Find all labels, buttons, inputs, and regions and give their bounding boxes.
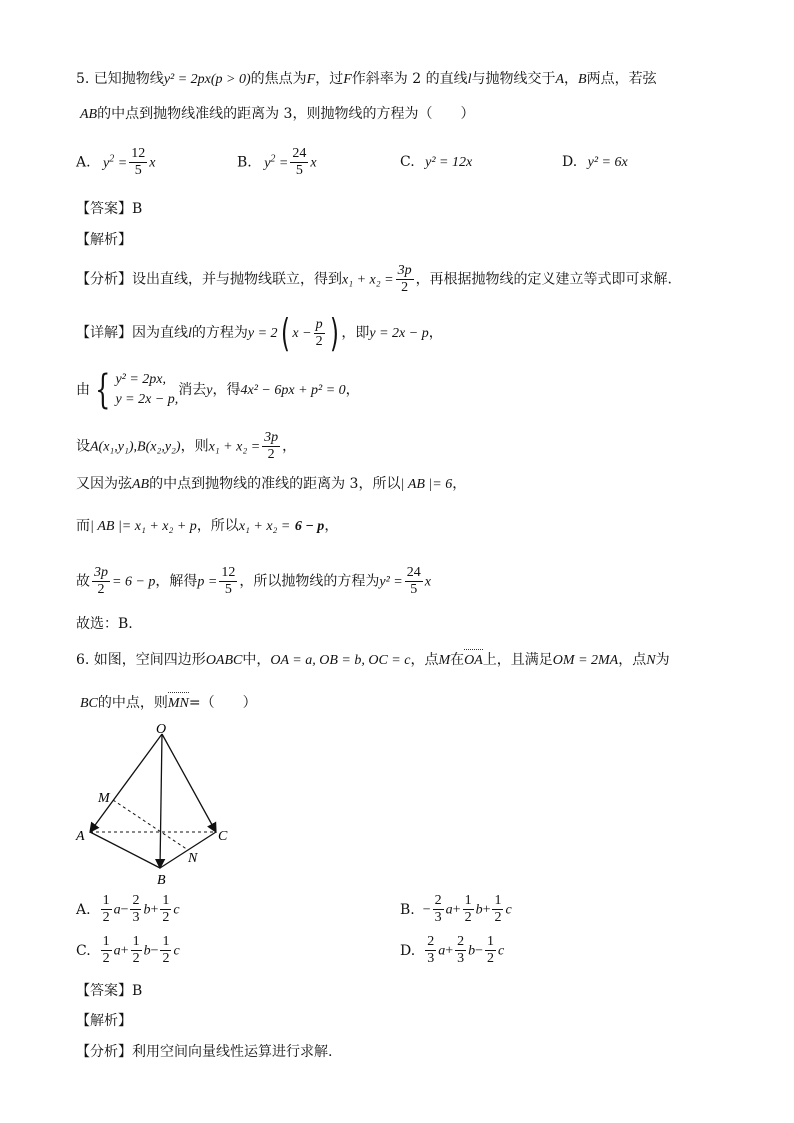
option-label: B. bbox=[237, 154, 252, 171]
detail-label: 【详解】 bbox=[76, 325, 132, 341]
option-label: A. bbox=[76, 154, 91, 171]
answer-value: B bbox=[132, 201, 143, 217]
fraction bbox=[129, 146, 147, 179]
tetrahedron-figure bbox=[70, 722, 240, 887]
fraction-den: 5 bbox=[295, 163, 303, 178]
fraction-num: 2 bbox=[427, 934, 435, 949]
q5-and bbox=[76, 516, 338, 537]
set-sum: x₁ + x₂ = bbox=[208, 439, 261, 455]
q5-stem-text: 作斜率为 2 的直线 bbox=[351, 71, 468, 87]
fraction-den: 2 bbox=[97, 582, 105, 597]
vector-symbol: a bbox=[113, 943, 121, 959]
fraction bbox=[492, 893, 503, 926]
q6-stem-text: ，点 bbox=[410, 652, 439, 668]
set-text: ，则 bbox=[180, 438, 209, 455]
q6-stem-line1 bbox=[76, 650, 670, 671]
option-label: D. bbox=[562, 154, 578, 170]
paren-right: ) bbox=[329, 311, 339, 355]
fraction-num: 24 bbox=[292, 146, 307, 161]
fraction bbox=[131, 934, 142, 967]
q6-answer bbox=[76, 981, 142, 1001]
and-text: ，所以 bbox=[196, 518, 239, 534]
and-end: ， bbox=[324, 518, 339, 534]
answer-value: B bbox=[132, 983, 143, 999]
term-sign: − bbox=[475, 943, 483, 959]
also-ab: AB bbox=[132, 477, 150, 492]
option-label: C. bbox=[76, 942, 91, 959]
q6-oa: OA bbox=[464, 651, 483, 671]
sys-eq2: y = 2x − p, bbox=[115, 392, 179, 407]
option-label: A. bbox=[76, 901, 91, 918]
q6-stem-text: 的中点，则 bbox=[97, 695, 168, 711]
q6-point-n: N bbox=[646, 653, 656, 668]
also-text: 又因为弦 bbox=[76, 476, 132, 492]
q6-point-m: M bbox=[438, 653, 451, 668]
q5-stem-text: ，过 bbox=[315, 71, 344, 87]
detail-text: ， bbox=[428, 325, 443, 341]
fraction-num: 1 bbox=[162, 934, 170, 949]
q5-option-c bbox=[400, 152, 472, 173]
detail-text: 的方程为 bbox=[191, 325, 248, 341]
detail-eq2: y = 2x − p bbox=[369, 326, 429, 341]
vector-symbol: a bbox=[438, 943, 446, 959]
q6-analysis-title: 【解析】 bbox=[76, 1013, 132, 1029]
edge-ob bbox=[160, 734, 162, 868]
q5-also bbox=[76, 474, 466, 495]
fraction bbox=[463, 893, 474, 926]
q5-stem-text: 两点，若弦 bbox=[586, 71, 657, 87]
so-p: p = bbox=[197, 574, 218, 590]
fenxi-text: ，再根据抛物线的定义建立等式即可求解. bbox=[415, 271, 673, 288]
q6-stem-text: ，点 bbox=[618, 652, 647, 668]
so-text: ，所以抛物线的方程为 bbox=[239, 573, 380, 590]
q6-option-d bbox=[400, 934, 504, 967]
fraction-num: 1 bbox=[162, 893, 170, 908]
q5-analysis-title: 【解析】 bbox=[76, 232, 132, 248]
fraction bbox=[219, 565, 237, 598]
segment-mn-dashed bbox=[113, 800, 188, 850]
q5-parabola-equation: y² = 2px(p > 0) bbox=[163, 72, 251, 87]
q5-focus-label: F bbox=[306, 72, 316, 87]
q5-focus-label: F bbox=[343, 72, 352, 87]
option-label: D. bbox=[400, 942, 416, 959]
also-eq: | AB |= 6 bbox=[400, 477, 453, 492]
edge-ab bbox=[90, 832, 160, 868]
q5-stem-text: 5. 已知抛物线 bbox=[76, 71, 164, 87]
q6-stem-text: 中， bbox=[242, 652, 271, 668]
fraction-num: p bbox=[315, 316, 323, 332]
fraction-num: 1 bbox=[494, 893, 502, 908]
fraction-num: 3p bbox=[94, 565, 108, 580]
term-sign: − bbox=[120, 902, 129, 918]
q5-stem-line1 bbox=[76, 69, 657, 90]
vector-symbol: c bbox=[498, 943, 505, 959]
q6-stem-text: =（ ） bbox=[188, 695, 257, 711]
q5-point-a: A bbox=[555, 72, 565, 87]
vector-symbol: c bbox=[505, 902, 512, 918]
fraction-den: 5 bbox=[134, 163, 142, 178]
q6-mn: MN bbox=[168, 694, 189, 714]
detail-text: ，即 bbox=[341, 325, 370, 341]
answer-label: 【答案】 bbox=[76, 983, 132, 999]
and-eq: | AB |= x₁ + x₂ + p bbox=[90, 519, 197, 534]
vector-symbol: b bbox=[143, 902, 151, 918]
fraction bbox=[160, 893, 171, 926]
so-text: ，解得 bbox=[155, 573, 198, 590]
fraction bbox=[433, 893, 444, 926]
set-end: ， bbox=[282, 438, 297, 455]
term-sign: + bbox=[120, 943, 129, 959]
q6-stem-text: 为 bbox=[655, 652, 670, 668]
q6-condition: OM = 2MA bbox=[552, 653, 619, 668]
fraction-den: 5 bbox=[410, 582, 418, 597]
option-expr: y² = 6x bbox=[587, 155, 628, 170]
q5-option-d bbox=[562, 152, 628, 173]
fenxi-sum: x₁ + x₂ = bbox=[342, 272, 394, 288]
term-sign: + bbox=[445, 943, 454, 959]
fraction-num: 2 bbox=[457, 934, 465, 949]
so-x: x bbox=[424, 574, 431, 590]
also-end: ， bbox=[452, 476, 467, 492]
fraction-num: 1 bbox=[132, 934, 140, 949]
label-a: A bbox=[76, 829, 85, 844]
fenxi-text: 设出直线，并与抛物线联立，得到 bbox=[132, 271, 342, 288]
fraction-den: 2 bbox=[494, 910, 502, 925]
q5-stem-text: 的焦点为 bbox=[250, 71, 307, 87]
fraction bbox=[290, 146, 308, 179]
so-y2: y² = bbox=[379, 574, 403, 590]
fraction-num: 12 bbox=[221, 565, 236, 580]
set-text: 设 bbox=[76, 438, 90, 455]
label-m: M bbox=[98, 791, 110, 806]
sys-prefix: 由 bbox=[76, 382, 90, 398]
fraction bbox=[396, 263, 414, 296]
option-label: B. bbox=[400, 901, 415, 918]
sys-y: y bbox=[206, 383, 213, 398]
fraction-den: 2 bbox=[132, 951, 140, 966]
vector-symbol: b bbox=[468, 943, 476, 959]
label-o: O bbox=[156, 722, 167, 737]
fenxi-label: 【分析】 bbox=[76, 271, 132, 288]
fraction-den: 2 bbox=[487, 951, 494, 966]
fraction-den: 2 bbox=[102, 910, 110, 925]
edge-oc bbox=[162, 734, 216, 832]
q5-chord-ab: AB bbox=[80, 107, 98, 122]
detail-eq: y = 2 bbox=[247, 326, 278, 341]
sys-text: 消去 bbox=[178, 382, 207, 398]
fraction-den: 3 bbox=[132, 910, 140, 925]
fenxi-text: 利用空间向量线性运算进行求解. bbox=[132, 1044, 333, 1060]
term-sign: + bbox=[452, 902, 461, 918]
q6-stem-text: 6. 如图，空间四边形 bbox=[76, 652, 206, 668]
label-n: N bbox=[188, 851, 198, 866]
fraction-den: 2 bbox=[315, 333, 323, 349]
q6-bc: BC bbox=[80, 696, 98, 711]
q5-point-b: B bbox=[578, 72, 587, 87]
fraction bbox=[314, 317, 325, 350]
fraction-num: 3p bbox=[397, 263, 412, 278]
fraction-num: 3p bbox=[264, 430, 279, 445]
q5-option-a: A. $y^2$ = $\frac{12}{5}$ x bbox=[76, 146, 156, 178]
fraction-den: 2 bbox=[267, 447, 275, 462]
q5-stem-line2 bbox=[80, 104, 474, 125]
fraction-num: 2 bbox=[434, 893, 442, 908]
system-equations bbox=[115, 370, 178, 410]
so-text: 故 bbox=[76, 573, 90, 590]
fraction bbox=[130, 893, 141, 926]
q6-stem-text: 上，且满足 bbox=[482, 652, 553, 668]
fraction-num: 24 bbox=[406, 565, 421, 580]
detail-eq-x: x − bbox=[292, 326, 312, 341]
q5-stem-text: 的中点到抛物线准线的距离为 3，则抛物线的方程为（ ） bbox=[97, 106, 475, 122]
fraction-den: 2 bbox=[102, 951, 110, 966]
label-b: B bbox=[157, 873, 166, 887]
edge-oa bbox=[90, 734, 162, 832]
label-c: C bbox=[218, 829, 228, 844]
also-text: 的中点到抛物线的准线的距离为 3，所以 bbox=[149, 476, 401, 492]
q6-quad: OABC bbox=[205, 653, 243, 668]
q5-answer bbox=[76, 199, 142, 219]
q5-comma: ， bbox=[564, 71, 579, 87]
q5-stem-text: 与抛物线交于 bbox=[471, 71, 556, 87]
line-l: l bbox=[188, 326, 192, 341]
fraction-den: 3 bbox=[457, 951, 465, 966]
q6-option-b bbox=[400, 893, 512, 926]
q6-vectors: OA = a, OB = b, OC = c bbox=[270, 653, 411, 668]
fraction bbox=[101, 893, 112, 926]
fraction-num: 1 bbox=[464, 893, 472, 908]
q5-system bbox=[76, 367, 360, 413]
fraction-num: 2 bbox=[132, 893, 140, 908]
fraction bbox=[92, 565, 110, 598]
fraction bbox=[405, 565, 423, 598]
so-eq: = 6 − p bbox=[112, 574, 156, 590]
fraction bbox=[425, 934, 436, 967]
set-points: A(x₁,y₁),B(x₂,y₂) bbox=[90, 439, 181, 455]
fraction bbox=[160, 934, 171, 967]
fraction-num: 12 bbox=[131, 146, 146, 161]
fraction-den: 2 bbox=[162, 951, 170, 966]
sys-result: 4x² − 6px + p² = 0 bbox=[240, 383, 346, 398]
q6-option-c bbox=[76, 934, 180, 967]
q6-stem-line2 bbox=[80, 693, 257, 714]
vector-symbol: c bbox=[173, 943, 180, 959]
sys-eq1: y² = 2px, bbox=[115, 372, 167, 387]
vector-symbol: a bbox=[445, 902, 453, 918]
term-sign: − bbox=[150, 943, 159, 959]
q5-set-points bbox=[76, 430, 296, 463]
and-text: 而 bbox=[76, 518, 90, 534]
option-label: C. bbox=[400, 154, 415, 170]
q5-line-label: l bbox=[467, 72, 472, 87]
and-eq2a: x₁ + x₂ = bbox=[238, 519, 291, 534]
vector-symbol: c bbox=[173, 902, 180, 918]
q5-option-b: B. $y^2$ = $\frac{24}{5}$ x bbox=[237, 146, 317, 178]
and-eq2b: 6 − p bbox=[294, 519, 325, 534]
q5-fenxi bbox=[76, 263, 672, 296]
term-sign: − bbox=[422, 902, 431, 918]
fraction-num: 1 bbox=[102, 893, 110, 908]
fraction bbox=[101, 934, 112, 967]
q5-choose: 故选：B. bbox=[76, 616, 133, 632]
answer-label: 【答案】 bbox=[76, 201, 132, 217]
vector-symbol: b bbox=[475, 902, 483, 918]
q6-option-a bbox=[76, 893, 180, 926]
fraction-num: 1 bbox=[102, 934, 110, 949]
fenxi-label: 【分析】 bbox=[76, 1044, 132, 1060]
fraction-den: 2 bbox=[401, 280, 409, 295]
fraction bbox=[485, 934, 496, 967]
q5-so bbox=[76, 565, 431, 598]
fraction bbox=[455, 934, 466, 967]
fraction-den: 5 bbox=[224, 582, 232, 597]
fraction-den: 2 bbox=[464, 910, 472, 925]
paren-left: ( bbox=[280, 311, 290, 355]
vector-symbol: a bbox=[113, 902, 121, 918]
sys-end: ， bbox=[345, 382, 360, 398]
q6-fenxi bbox=[76, 1042, 332, 1062]
fraction-num: 1 bbox=[487, 934, 494, 949]
detail-text: 因为直线 bbox=[132, 325, 188, 341]
vector-symbol: b bbox=[143, 943, 151, 959]
q6-stem-text: 在 bbox=[450, 652, 465, 668]
brace: { bbox=[95, 367, 111, 413]
sys-text: ，得 bbox=[212, 382, 241, 398]
fraction-den: 2 bbox=[162, 910, 170, 925]
q5-detail bbox=[76, 311, 443, 355]
fraction-den: 3 bbox=[427, 951, 435, 966]
option-expr: y² = 12x bbox=[425, 155, 473, 170]
term-sign: + bbox=[482, 902, 491, 918]
fraction-den: 3 bbox=[434, 910, 442, 925]
term-sign: + bbox=[150, 902, 159, 918]
fraction bbox=[262, 430, 280, 463]
